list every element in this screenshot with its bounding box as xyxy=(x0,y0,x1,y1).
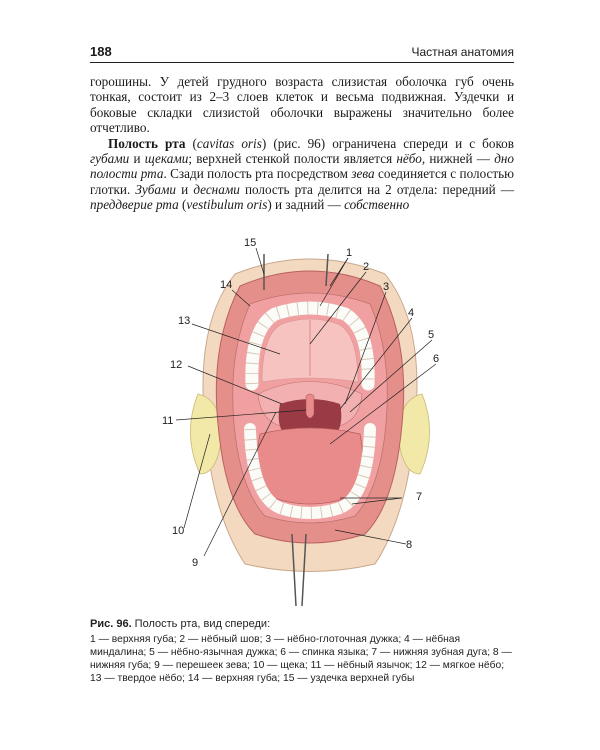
label-4: 4 xyxy=(408,307,415,319)
term-oral-cavity: Полость рта xyxy=(108,135,186,151)
page-number: 188 xyxy=(90,44,112,59)
paragraph-2 xyxy=(90,136,514,213)
text-run: полость рта делится на 2 отдела: передний — xyxy=(239,181,515,197)
text-run: , нижней — xyxy=(421,151,495,167)
latin-cavitas-oris: cavitas oris xyxy=(196,135,262,151)
label-1: 1 xyxy=(346,247,353,259)
latin-vestibulum-oris: vestibulum oris xyxy=(186,197,268,213)
term-proper: собственно xyxy=(344,197,410,213)
figure-caption xyxy=(90,618,514,685)
label-13: 13 xyxy=(178,315,191,327)
label-8: 8 xyxy=(406,539,413,551)
tongue xyxy=(257,428,362,504)
caption-title xyxy=(90,618,514,631)
term-teeth: Зубами xyxy=(135,181,177,197)
figure-oral-cavity xyxy=(140,234,480,614)
figure-title: Полость рта, вид спереди: xyxy=(131,618,271,630)
text-run: ( xyxy=(178,197,187,213)
term-cheeks: щеками xyxy=(144,151,189,167)
term-lips: губами xyxy=(90,151,130,167)
term-palate: нёбо xyxy=(396,151,422,167)
label-3: 3 xyxy=(383,281,390,293)
label-15: 15 xyxy=(244,237,257,249)
paragraph-1: горошины. У детей грудного возраста слизистая оболочка губ очень тонкая, состоит из 2–3 слоев клеток и весьма подвижная. Уздечки и боковые складки слизистой оболочки выражены значительно более отчетливо. xyxy=(90,74,514,136)
label-6: 6 xyxy=(433,353,440,365)
term-gums: деснами xyxy=(193,181,240,197)
label-12: 12 xyxy=(170,359,183,371)
term-floor: дно полости рта xyxy=(90,151,515,182)
label-11: 11 xyxy=(162,415,174,427)
label-2: 2 xyxy=(363,261,370,273)
page-header xyxy=(90,44,514,63)
uvula xyxy=(306,394,314,418)
label-14: 14 xyxy=(220,279,233,291)
oral-cavity-illustration xyxy=(140,234,480,614)
label-10: 10 xyxy=(172,525,185,537)
text-run: . Сзади полость рта посредством xyxy=(163,166,352,182)
text-run: ; верхней стенкой полости является xyxy=(188,151,397,167)
label-9: 9 xyxy=(192,557,199,569)
text-run: ( xyxy=(185,135,197,151)
running-title: Частная анатомия xyxy=(411,45,514,59)
text-run: ) (рис. 96) ограничена спереди и с боков xyxy=(261,135,514,151)
body-text xyxy=(90,74,514,213)
text-run: и xyxy=(129,151,145,167)
label-7: 7 xyxy=(416,491,423,503)
caption-legend: 1 — верхняя губа; 2 — нёбный шов; 3 — нёбно-глоточная дужка; 4 — нёбная миндалина; 5 — нёбно-язычная дужка; 6 — спинка языка; 7 — нижняя зубная дуга; 8 — нижняя губа; 9 — перешеек зева; 10 — щека; 11 — нёбный язычок; 12 — мягкое нёбо; 13 — твердое нёбо; 14 — верхняя губа; 15 — уздечка верхней губы xyxy=(90,634,512,684)
label-5: 5 xyxy=(428,329,435,341)
text-run: соединяется с полостью глотки. xyxy=(90,166,514,197)
term-fauces: зева xyxy=(351,166,375,182)
term-vestibule: преддверие рта xyxy=(90,197,179,213)
text-run: и xyxy=(176,181,194,197)
text-run: ) и задний — xyxy=(267,197,345,213)
figure-number: Рис. 96. xyxy=(90,618,132,630)
